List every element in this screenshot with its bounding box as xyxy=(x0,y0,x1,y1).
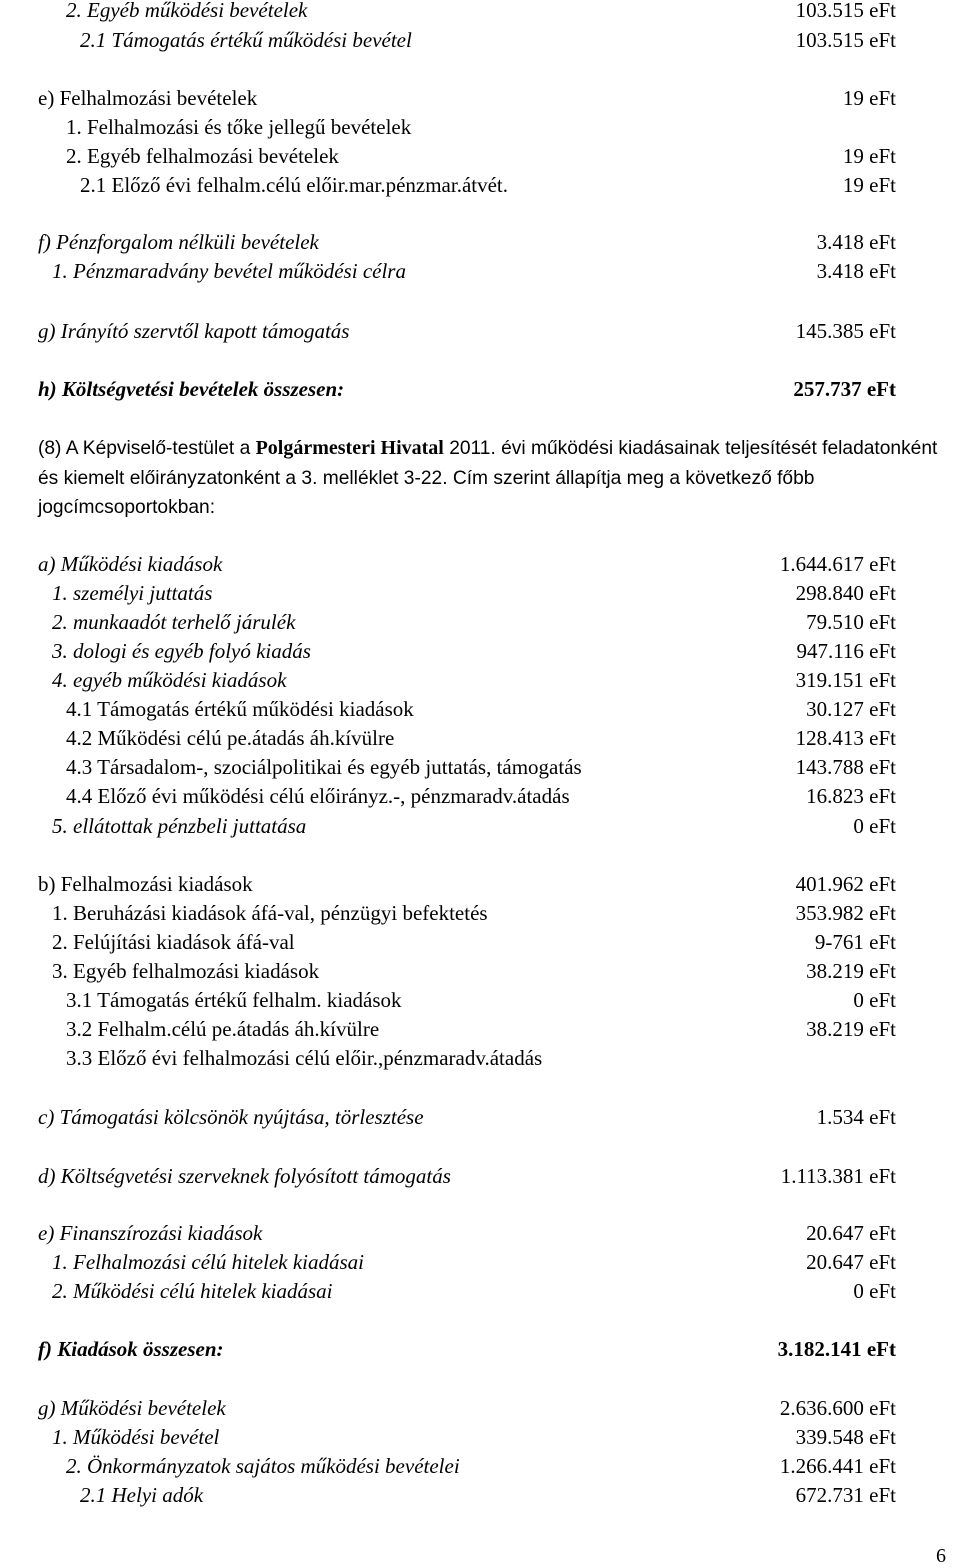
line-item-row xyxy=(0,1335,960,1363)
line-item-amount: 2.636.600 eFt xyxy=(779,1396,896,1420)
line-item-amount: 672.731 eFt xyxy=(795,1483,896,1507)
line-item-label: h) Költségvetési bevételek összesen: xyxy=(38,377,345,401)
line-item-amount: 1.644.617 eFt xyxy=(779,552,896,576)
line-item-label: 2. Önkormányzatok sajátos működési bevételei xyxy=(66,1454,460,1478)
line-item-amount: 1.534 eFt xyxy=(816,1105,896,1129)
line-item-row xyxy=(0,1219,960,1247)
line-item-amount: 38.219 eFt xyxy=(806,1017,896,1041)
line-item-row xyxy=(0,1015,960,1043)
line-item-label: 2. munkaadót terhelő járulék xyxy=(52,610,296,634)
line-item-label: 3.3 Előző évi felhalmozási célú előir.,pénzmaradv.átadás xyxy=(66,1046,543,1070)
line-item-label: 2. Egyéb felhalmozási bevételek xyxy=(66,144,339,168)
line-item-amount: 319.151 eFt xyxy=(795,668,896,692)
line-item-row xyxy=(0,608,960,636)
line-item-label: 1. Működési bevétel xyxy=(52,1425,220,1449)
line-item-amount: 79.510 eFt xyxy=(806,610,896,634)
line-item-amount: 103.515 eFt xyxy=(795,28,896,52)
line-item-label: 5. ellátottak pénzbeli juttatása xyxy=(52,814,307,838)
line-item-row xyxy=(0,812,960,840)
line-item-label: a) Működési kiadások xyxy=(38,552,223,576)
line-item-row xyxy=(0,753,960,781)
line-item-amount: 143.788 eFt xyxy=(795,755,896,779)
line-item-label: 1. személyi juttatás xyxy=(52,581,213,605)
line-item-amount: 339.548 eFt xyxy=(795,1425,896,1449)
line-item-amount: 947.116 eFt xyxy=(796,639,896,663)
paragraph-bold-text: Polgármesteri Hivatal xyxy=(255,437,444,459)
line-item-label: g) Irányító szervtől kapott támogatás xyxy=(38,319,350,343)
line-item-amount: 9-761 eFt xyxy=(814,930,896,954)
line-item-row xyxy=(0,1394,960,1422)
line-item-amount: 257.737 eFt xyxy=(793,377,896,401)
line-item-row xyxy=(0,1277,960,1305)
line-item-amount: 103.515 eFt xyxy=(795,0,896,22)
line-item-label: 4.1 Támogatás értékű működési kiadások xyxy=(66,697,414,721)
line-item-row xyxy=(0,870,960,898)
line-item-row xyxy=(0,257,960,285)
line-item-row xyxy=(0,1162,960,1190)
line-item-amount: 20.647 eFt xyxy=(806,1250,896,1274)
line-item-label: f) Pénzforgalom nélküli bevételek xyxy=(38,230,319,254)
line-item-label: 1. Felhalmozási célú hitelek kiadásai xyxy=(52,1250,365,1274)
line-item-row xyxy=(0,84,960,112)
line-item-label: 3. Egyéb felhalmozási kiadások xyxy=(52,959,320,983)
line-item-row xyxy=(0,899,960,927)
line-item-row xyxy=(0,695,960,723)
line-item-amount: 19 eFt xyxy=(842,86,896,110)
line-item-label: d) Költségvetési szerveknek folyósított támogatás xyxy=(38,1164,451,1188)
line-item-amount: 145.385 eFt xyxy=(795,319,896,343)
line-item-row xyxy=(0,928,960,956)
line-item-label: 2.1 Előző évi felhalm.célú előir.mar.pénzmar.átvét. xyxy=(80,173,509,197)
line-item-label: 2.1 Támogatás értékű működési bevétel xyxy=(80,28,412,52)
paragraph-8 xyxy=(38,434,960,523)
line-item-row xyxy=(0,579,960,607)
line-item-label: e) Finanszírozási kiadások xyxy=(38,1221,263,1245)
line-item-row xyxy=(0,782,960,810)
line-item-row xyxy=(0,1452,960,1480)
line-item-label: 4.2 Működési célú pe.átadás áh.kívülre xyxy=(66,726,395,750)
line-item-label: 3.1 Támogatás értékű felhalm. kiadások xyxy=(66,988,402,1012)
line-item-label: 1. Pénzmaradvány bevétel működési célra xyxy=(52,259,406,283)
line-item-amount: 3.182.141 eFt xyxy=(777,1337,896,1361)
line-item-row xyxy=(0,986,960,1014)
line-item-amount: 20.647 eFt xyxy=(806,1221,896,1245)
line-item-row xyxy=(0,317,960,345)
line-item-amount: 19 eFt xyxy=(842,173,896,197)
line-item-amount: 3.418 eFt xyxy=(816,259,896,283)
line-item-row xyxy=(0,113,960,141)
line-item-label: g) Működési bevételek xyxy=(38,1396,226,1420)
line-item-row xyxy=(0,724,960,752)
line-item-amount: 1.113.381 eFt xyxy=(780,1164,896,1188)
line-item-amount: 353.982 eFt xyxy=(795,901,896,925)
page-number: 6 xyxy=(936,1545,946,1567)
line-item-row xyxy=(0,1248,960,1276)
line-item-amount: 38.219 eFt xyxy=(806,959,896,983)
line-item-amount: 0 eFt xyxy=(853,1279,896,1303)
line-item-label: 2. Egyéb működési bevételek xyxy=(66,0,308,22)
line-item-row xyxy=(0,171,960,199)
line-item-row xyxy=(0,1044,960,1072)
line-item-label: 1. Felhalmozási és tőke jellegű bevételek xyxy=(66,115,412,139)
line-item-row xyxy=(0,0,960,24)
line-item-row xyxy=(0,142,960,170)
line-item-label: c) Támogatási kölcsönök nyújtása, törlesztése xyxy=(38,1105,424,1129)
line-item-label: 1. Beruházási kiadások áfá-val, pénzügyi befektetés xyxy=(52,901,488,925)
line-item-row xyxy=(0,1481,960,1509)
line-item-label: 2.1 Helyi adók xyxy=(80,1483,204,1507)
line-item-row xyxy=(0,26,960,54)
line-item-amount: 19 eFt xyxy=(842,144,896,168)
line-item-amount: 1.266.441 eFt xyxy=(779,1454,896,1478)
line-item-row xyxy=(0,957,960,985)
line-item-amount: 0 eFt xyxy=(853,814,896,838)
line-item-label: 2. Felújítási kiadások áfá-val xyxy=(52,930,295,954)
paragraph-text-after: 2011. évi működési kiadásainak teljesítését feladatonként és kiemelt előirányzatonként a 3. melléklet 3-22. Cím szerint állapítja meg a következő főbb jogcímcsoportokban: xyxy=(38,438,938,518)
line-item-amount: 298.840 eFt xyxy=(795,581,896,605)
line-item-amount: 16.823 eFt xyxy=(806,784,896,808)
line-item-amount: 30.127 eFt xyxy=(806,697,896,721)
line-item-amount: 128.413 eFt xyxy=(795,726,896,750)
line-item-row xyxy=(0,375,960,403)
line-item-label: 3. dologi és egyéb folyó kiadás xyxy=(52,639,311,663)
line-item-label: 2. Működési célú hitelek kiadásai xyxy=(52,1279,333,1303)
line-item-label: 4.3 Társadalom-, szociálpolitikai és egyéb juttatás, támogatás xyxy=(66,755,582,779)
line-item-row xyxy=(0,637,960,665)
paragraph-text-before: (8) A Képviselő-testület a xyxy=(38,438,256,459)
line-item-label: b) Felhalmozási kiadások xyxy=(38,872,253,896)
line-item-amount: 3.418 eFt xyxy=(816,230,896,254)
line-item-row xyxy=(0,1103,960,1131)
line-item-label: 4.4 Előző évi működési célú előirányz.-, pénzmaradv.átadás xyxy=(66,784,570,808)
line-item-row xyxy=(0,228,960,256)
line-item-label: f) Kiadások összesen: xyxy=(38,1337,224,1361)
line-item-label: 4. egyéb működési kiadások xyxy=(52,668,287,692)
line-item-row xyxy=(0,666,960,694)
line-item-label: 3.2 Felhalm.célú pe.átadás áh.kívülre xyxy=(66,1017,380,1041)
line-item-amount: 0 eFt xyxy=(853,988,896,1012)
line-item-label: e) Felhalmozási bevételek xyxy=(38,86,258,110)
line-item-amount: 401.962 eFt xyxy=(795,872,896,896)
line-item-row xyxy=(0,1423,960,1451)
line-item-row xyxy=(0,550,960,578)
